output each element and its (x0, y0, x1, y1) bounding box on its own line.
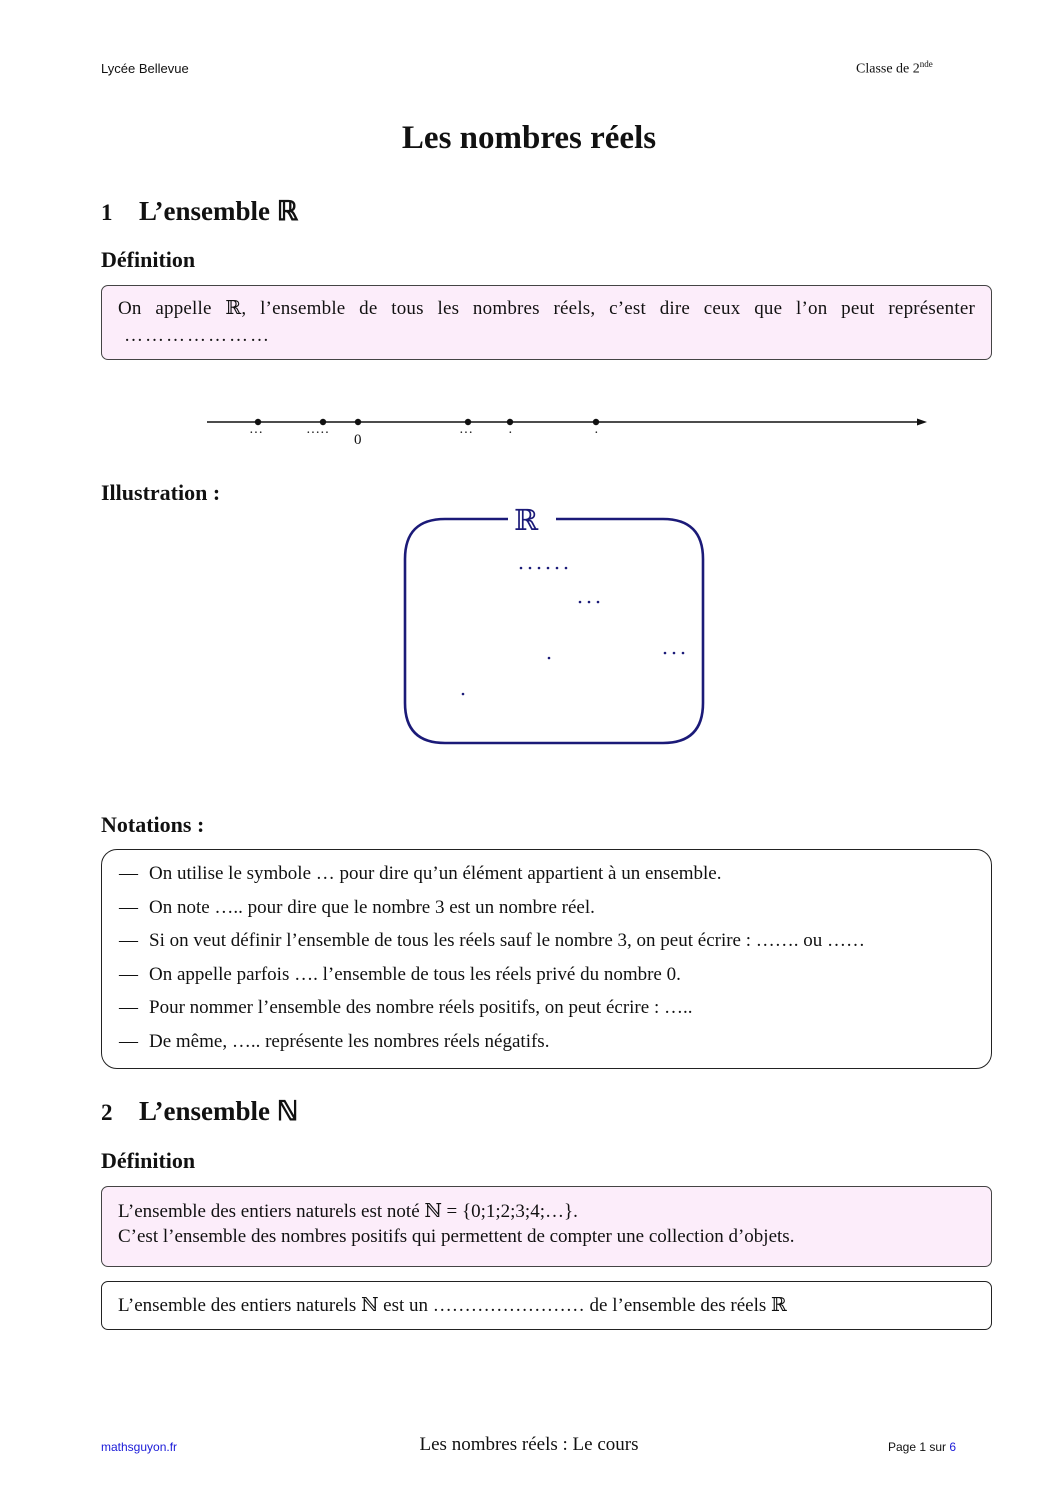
notation-text: Pour nommer l’ensemble des nombre réels positifs, on peut écrire : ….. (149, 997, 693, 1018)
notation-item (119, 1025, 991, 1059)
svg-text:ℝ: ℝ (514, 503, 539, 537)
svg-text:·····: ····· (306, 426, 330, 441)
section-title: L’ensemble ℝ (139, 196, 299, 226)
definition-heading: Définition (101, 247, 196, 272)
definition-box-reals (101, 285, 992, 360)
notations-list (119, 857, 991, 1058)
statement-box (101, 1281, 992, 1330)
header-class-prefix: Classe de 2 (856, 61, 920, 77)
notation-text: On note ….. pour dire que le nombre 3 est un nombre réel. (149, 896, 595, 918)
notations-box (101, 849, 992, 1069)
set-diagram-reals (400, 500, 710, 750)
header-school: Lycée Bellevue (101, 61, 189, 76)
section-title: L’ensemble ℕ (139, 1096, 299, 1126)
set-diagram-graphic (400, 500, 710, 750)
section-number: 2 (101, 1100, 113, 1125)
number-line (205, 410, 930, 450)
section-2-heading (101, 1096, 298, 1127)
header-class (856, 59, 933, 78)
dash-bullet: — (119, 1030, 138, 1052)
notation-text: Si on veut définir l’ensemble de tous les réels sauf le nombre 3, on peut écrire : ……. ou …… (149, 930, 866, 951)
illustration-heading: Illustration : (101, 480, 221, 505)
section-1-heading (101, 196, 298, 227)
footer-site-link[interactable]: mathsguyon.fr (101, 1440, 178, 1454)
section-number: 1 (101, 200, 113, 225)
notation-item (119, 857, 991, 891)
definition-line: On appelle ℝ, l’ensemble de tous les nombres réels, c’est dire ceux que l’on peut représenter (118, 298, 975, 319)
dash-bullet: — (119, 896, 138, 918)
number-line-graphic (205, 410, 930, 450)
notation-item (119, 958, 991, 992)
footer-course-title: Les nombres réels : Le cours (419, 1434, 639, 1455)
notation-item (119, 924, 991, 958)
svg-text:0: 0 (354, 432, 362, 448)
definition-blank: ………………… (124, 325, 271, 346)
svg-text:·: · (594, 426, 599, 441)
definition-line: C’est l’ensemble des nombres positifs qui permettent de compter une collection d’objets. (118, 1226, 795, 1247)
page-total: 6 (949, 1440, 957, 1454)
svg-text:···: ··· (459, 426, 473, 441)
notation-text: De même, ….. représente les nombres réels négatifs. (149, 1030, 550, 1052)
notation-item (119, 991, 991, 1025)
definition-box-naturals (101, 1186, 992, 1267)
notations-heading: Notations : (101, 812, 205, 837)
page-title: Les nombres réels (401, 120, 657, 156)
notation-text: On appelle parfois …. l’ensemble de tous les réels privé du nombre 0. (149, 963, 681, 985)
svg-text:·: · (508, 426, 513, 441)
definition-heading-2: Définition (101, 1148, 196, 1173)
dash-bullet: — (119, 997, 138, 1018)
dash-bullet: — (119, 863, 138, 884)
svg-text:···: ··· (249, 426, 263, 441)
notation-text: On utilise le symbole … pour dire qu’un élément appartient à un ensemble. (149, 863, 722, 884)
definition-line: L’ensemble des entiers naturels est noté ℕ = {0;1;2;3;4;…}. (118, 1201, 578, 1222)
statement-text: L’ensemble des entiers naturels ℕ est un …………………… de l’ensemble des réels ℝ (118, 1295, 787, 1316)
dash-bullet: — (119, 930, 138, 951)
dash-bullet: — (119, 963, 138, 985)
page-prefix: Page 1 sur (888, 1440, 950, 1454)
footer-page-number (888, 1440, 956, 1454)
header-class-sup: nde (919, 59, 933, 69)
notation-item (119, 891, 991, 925)
